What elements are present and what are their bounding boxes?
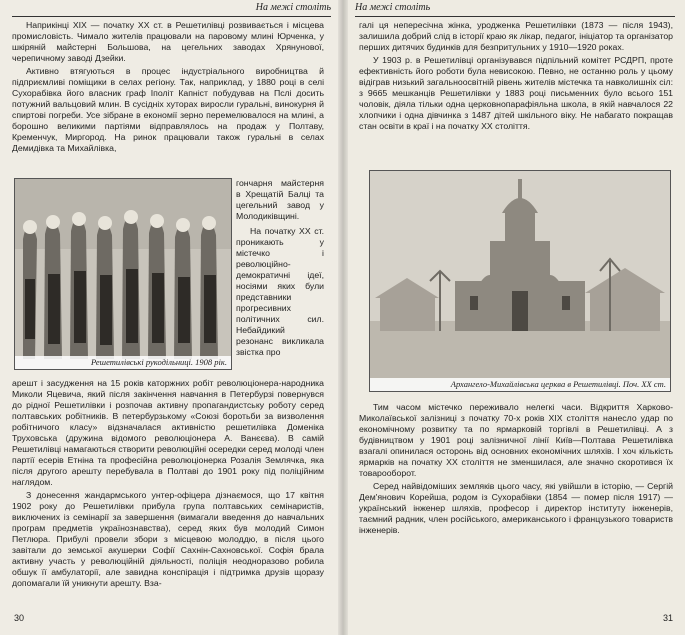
right-para-4: Серед найвідоміших земляків цього часу, які увійшли в історію, — Сергій Дем'янович Корейша, родом із Сухорабівки (1854 — помер після 1917) — український інженер шляхів, професор і директор інституту інженерів, таємний радник, член російського, американського і французького товариств інженерів. bbox=[359, 481, 673, 535]
right-para-2: У 1903 р. в Решетилівці організувався підпільний комітет РСДРП, проте ефективність його роботи була невисокою. Певно, не останню роль у цьому відіграв низький загальноосвітній рівень жителів містечка та навколишніх сіл: з 9665 мешканців Решетилівки у 1883 році письменних було всього 151 чоловік, діяла тільки одна церковнопарафіяльна школа, в якій навчалося 22 хлопчики і одна дівчинка з 1487 дітей шкільного віку. Не набагато покращав стан освіти в краї і на початку XX століття. bbox=[359, 55, 673, 131]
left-para-2b: гончарня майстерня в Хрещатій Балці та цегельний завод у Молодиківщині. bbox=[236, 178, 324, 221]
right-photo-caption: Архангело-Михайлівська церква в Решетилівці. Поч. XX ст. bbox=[370, 378, 670, 391]
left-photo bbox=[14, 178, 232, 370]
right-page bbox=[343, 0, 685, 635]
left-side-column bbox=[236, 178, 324, 358]
left-para-5: З донесення жандармського унтер-офіцера дізнаємося, що 17 квітня 1902 року до Решетилівки прибула група полтавських семінаристів, виключених із семінарії за завершення (вимагали введення до навчальних програм предметів українознавства), серед яких був молодий Симон Петлюра. Прибулі провели збори з місцевою молоддю, в після цього завітали до земської акушерки Софії Сахнін-Сахновської. Софія брала активну участь у революційній діяльності, поліція неодноразово робила обшук її амбулаторії, але завидна конспірація і підтримка друзів щоразу допомагали їй уникнути арешту. Вза- bbox=[12, 490, 324, 588]
left-running-head: На межі століть bbox=[12, 0, 331, 17]
needlewomen-photo-image bbox=[15, 179, 231, 369]
right-page-number: 31 bbox=[662, 613, 673, 623]
left-para-1: Наприкінці XIX — початку XX ст. в Решетилівці розвивається і місцева промисловість. Чимало жителів працювали на паровому млині Юрченка, у шкіряній майстерні Большова, на цегельних заводах Хрянунової, черепичному заводі Дзейки. bbox=[12, 20, 324, 63]
book-gutter bbox=[338, 0, 348, 635]
left-para-group-2 bbox=[12, 378, 324, 589]
left-para-group-1 bbox=[12, 20, 324, 154]
church-photo-image bbox=[370, 171, 670, 391]
right-running-head: На межі століть bbox=[355, 0, 675, 17]
left-para-2: Активно втягуються в процес індустріального виробництва й підприємливі поміщики в селах регіону. Так, наприклад, у 1880 році в селі Сухорабівка його власник граф Іполіт Капніст побудував на Пслі досить потужний вальцовий млин. В сусідніх хуторах виросли гуральні, винокурня й спиртові погреби. Усе зібране в економії зерно перемелювалося на млині, а борошно великими партіями відправлялось на продаж у Полтаву, Кременчук, Миргород. На ринок працювали також гуральні в селах Демидівка та Михайлівка, bbox=[12, 66, 324, 153]
left-photo-caption: Решетилівські рукодільниці. 1908 рік. bbox=[15, 356, 231, 369]
right-para-3: Тим часом містечко переживало нелегкі часи. Відкриття Харково-Миколаївської залізниці з початку 70-х років XIX століття нанесло удар по економічному розвитку та по ярмарковій торгівлі в Решетилівці. А з будівництвом у 1901 році залізничної лінії Київ—Полтава Решетилівка взагалі опинилася осторонь від основних економічних шляхів. І хоч кількість ярмарків на початку XX століття не зменшилася, але значно скоротився їх товарооборот. bbox=[359, 402, 673, 478]
left-para-3: На початку XX ст. проникають у містечко і революційно-демократичні ідеї, носіями яких були представники прогресивних політичних сил. Небайдикий резонанс викликала звістка про bbox=[236, 226, 324, 357]
left-page-number: 30 bbox=[14, 613, 25, 623]
left-para-4: арешт і засудження на 15 років каторжних робіт революціонера-народника Миколи Яцевича, який після закінчення навчання в Петербурзі повернувся до рідної Решетилівки і розпочав активну пропагандистську роботу серед полтавських робітників. В петербурзькому «Союзі боротьби за визволення робітничого класу» відзначалася активністю решетилівка Доменіка Труховська (дружина відомого революціонера А. Ванєєва). В самій Решетилівці намагаються створити революційні осередки серед молоді член партії есерів Етніна та професійна революціонерка Розалія Землячка, яка після другого арешту перебувала в Полтаві до 1901 року під поліційним наглядом. bbox=[12, 378, 324, 487]
right-para-1: галі ця непересічна жінка, уродженка Решетилівки (1873 — після 1943), залишила добрий слід в історії краю як лікар, педагог, ініціатор та організатор перших дитячих будинків для безпритульних у 1910—1920 роках. bbox=[359, 20, 673, 52]
right-para-group-1 bbox=[359, 20, 673, 132]
right-para-group-2 bbox=[359, 402, 673, 536]
right-photo bbox=[369, 170, 671, 392]
